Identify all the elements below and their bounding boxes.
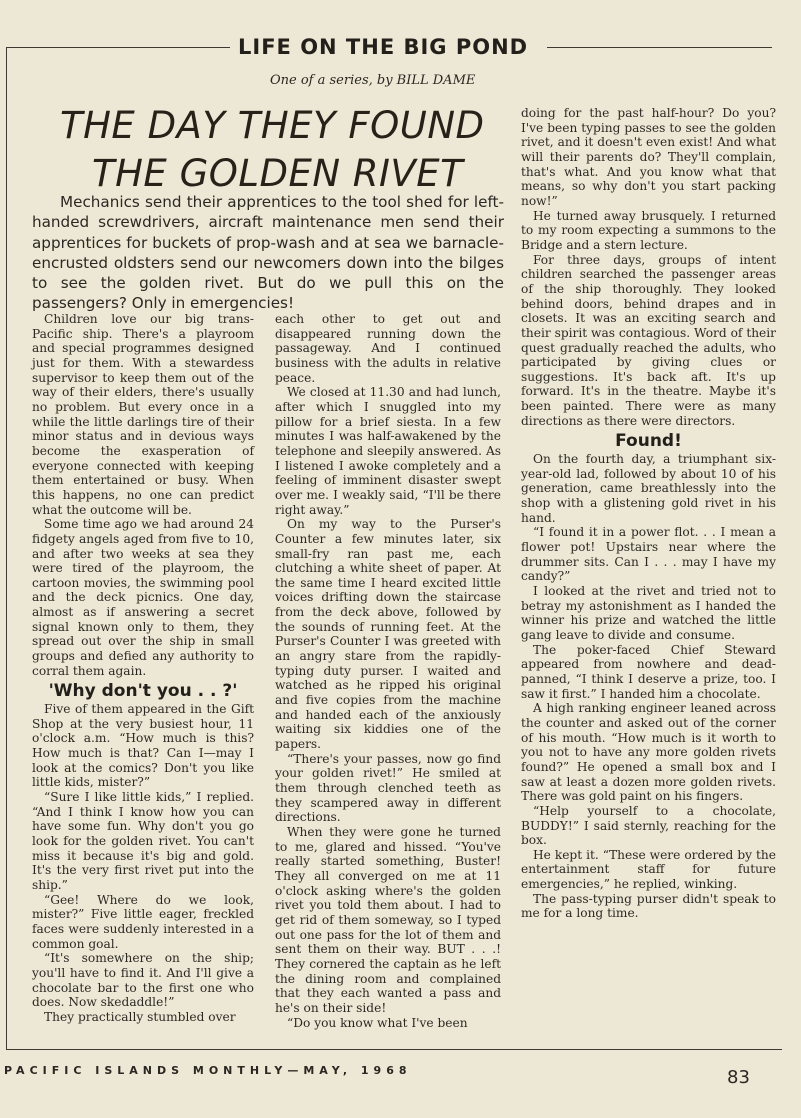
paragraph: doing for the past half-hour? Do you? I've been typing passes to see the golden rivet, and it doesn't even exist! And what will their parents do? They'll complain, that's what. And you know what that means, so why don't you start packing now!” bbox=[521, 106, 776, 208]
paragraph: “I found it in a power flot. . . I mean a flower pot! Upstairs near where the drummer sits. Can I . . . may I have my candy?” bbox=[521, 525, 776, 584]
paragraph: each other to get out and disappeared running down the passageway. And I continued business with the adults in relative peace. bbox=[275, 312, 501, 385]
byline: One of a series, by BILL DAME bbox=[270, 73, 476, 88]
paragraph: They practically stumbled over bbox=[44, 1009, 236, 1024]
paragraph: Children love our big trans-Pacific ship. There's a playroom and special programmes designed just for them. With a stewardess supervisor to keep them out of the way of their elders, there's usually no problem. But every once in a while the little darlings tire of their minor status and in devious ways become the exasperation of everyone connected with keeping them entertained or busy. When this happens, no one can predict what the outcome will be. bbox=[32, 312, 254, 517]
paragraph: He kept it. “These were ordered by the entertainment staff for future emergencies,” he replied, winking. bbox=[521, 847, 776, 892]
article-intro: Mechanics send their apprentices to the tool shed for left-handed screwdrivers, aircraft maintenance men send their apprentices for buckets of prop-wash and at sea we barnacle-encrusted oldsters send our newcomers down into the bilges to see the golden rivet. But do we pull this on the passengers? Only in emergencies! bbox=[32, 193, 504, 313]
frame-left-border bbox=[6, 47, 7, 1050]
paragraph: I looked at the rivet and tried not to betray my astonishment as I handed the winner his prize and watched the little gang leave to divide and consume. bbox=[521, 584, 776, 642]
article-title-line-2: THE GOLDEN RIVET bbox=[92, 152, 464, 195]
series-title: LIFE ON THE BIG POND bbox=[238, 35, 529, 59]
paragraph: “There's your passes, now go find your golden rivet!” He smiled at them through clenched teeth as they scampered away in different directions. bbox=[275, 751, 501, 825]
article-column-2 bbox=[275, 312, 501, 1030]
paragraph: When they were gone he turned to me, glared and hissed. “You've really started something, Buster! They all converged on me at 11 o'clock asking where's the golden rivet you told them about. I had to get rid of them someway, so I typed out one pass for the lot of them and sent them on their way. BUT . . .! They cornered the captain as he left the dining room and complained that they each wanted a pass and he's on their side! bbox=[275, 824, 501, 1015]
paragraph: Five of them appeared in the Gift Shop at the very busiest hour, 11 o'clock a.m. “How much is this? How much is that? Can I—may I look at the comics? Don't you like little kids, mister?” bbox=[32, 702, 254, 790]
paragraph: The pass-typing purser didn't speak to me for a long time. bbox=[521, 891, 776, 921]
paragraph: “Help yourself to a chocolate, BUDDY!” I said sternly, reaching for the box. bbox=[521, 803, 776, 848]
paragraph: We closed at 11.30 and had lunch, after which I snuggled into my pillow for a brief siesta. In a few minutes I was half-awakened by the telephone and sleepily answered. As I listened I awoke completely and a feeling of imminent disaster swept over me. I weakly said, “I'll be there right away.” bbox=[275, 385, 501, 517]
header-rule-left bbox=[6, 47, 230, 48]
publication-footer: PACIFIC ISLANDS MONTHLY—MAY, 1968 bbox=[4, 1064, 412, 1077]
subheading-why-dont-you: 'Why don't you . . ?' bbox=[48, 681, 238, 702]
paragraph: On my way to the Purser's Counter a few minutes later, six small-fry ran past me, each clutching a white sheet of paper. At the same time I heard excited little voices drifting down the staircase from the deck above, followed by the sounds of running feet. At the Purser's Counter I was greeted with an angry stare from the rapidly-typing duty purser. I waited and watched as he ripped his original and five copies from the machine and handed each of the anxiously waiting six kiddies one of the papers. bbox=[275, 517, 501, 752]
paragraph: On the fourth day, a triumphant six-year-old lad, followed by about 10 of his generation, came breathlessly into the shop with a glistening gold rivet in his hand. bbox=[521, 452, 776, 525]
article-column-1 bbox=[32, 312, 254, 1025]
paragraph: For three days, groups of intent children searched the passenger areas of the ship thoroughly. They looked behind doors, behind drapes and in closets. It was an exciting search and their spirit was contagious. Word of their quest gradually reached the adults, who participated by giving clues or suggestions. It's back aft. It's up forward. It's in the theatre. Maybe it's been painted. There were as many directions as there were directors. bbox=[521, 252, 776, 428]
article-title-line-1: THE DAY THEY FOUND bbox=[60, 104, 485, 147]
page-number: 83 bbox=[727, 1067, 750, 1088]
paragraph: “Do you know what I've been bbox=[287, 1015, 468, 1030]
paragraph: “Gee! Where do we look, mister?” Five little eager, freckled faces were suddenly interested in a common goal. bbox=[32, 892, 254, 951]
paragraph: The poker-faced Chief Steward appeared from nowhere and dead-panned, “I think I deserve a prize, too. I saw it first.” I handed him a chocolate. bbox=[521, 642, 776, 701]
frame-bottom-rule bbox=[6, 1049, 782, 1050]
paragraph: “It's somewhere on the ship; you'll have to find it. And I'll give a chocolate bar to the first one who does. Now skedaddle!” bbox=[32, 951, 254, 1010]
header-rule-right bbox=[547, 47, 772, 48]
subheading-found: Found! bbox=[615, 431, 682, 452]
article-column-3 bbox=[521, 106, 776, 921]
paragraph: He turned away brusquely. I returned to my room expecting a summons to the Bridge and a stern lecture. bbox=[521, 208, 776, 252]
paragraph: “Sure I like little kids,” I replied. “And I think I know how you can have some fun. Why don't you go look for the golden rivet. You can't miss it because it's big and gold. It's the very first rivet put into the ship.” bbox=[32, 790, 254, 892]
paragraph: Some time ago we had around 24 fidgety angels aged from five to 10, and after two weeks at sea they were tired of the playroom, the cartoon movies, the swimming pool and the deck picnics. One day, almost as if answering a secret signal known only to them, they spread out over the ship in small groups and defied any authority to corral them again. bbox=[32, 517, 254, 678]
paragraph: A high ranking engineer leaned across the counter and asked out of the corner of his mouth. “How much is it worth to you not to have any more golden rivets found?” He opened a small box and I saw at least a dozen more golden rivets. There was gold paint on his fingers. bbox=[521, 701, 776, 804]
